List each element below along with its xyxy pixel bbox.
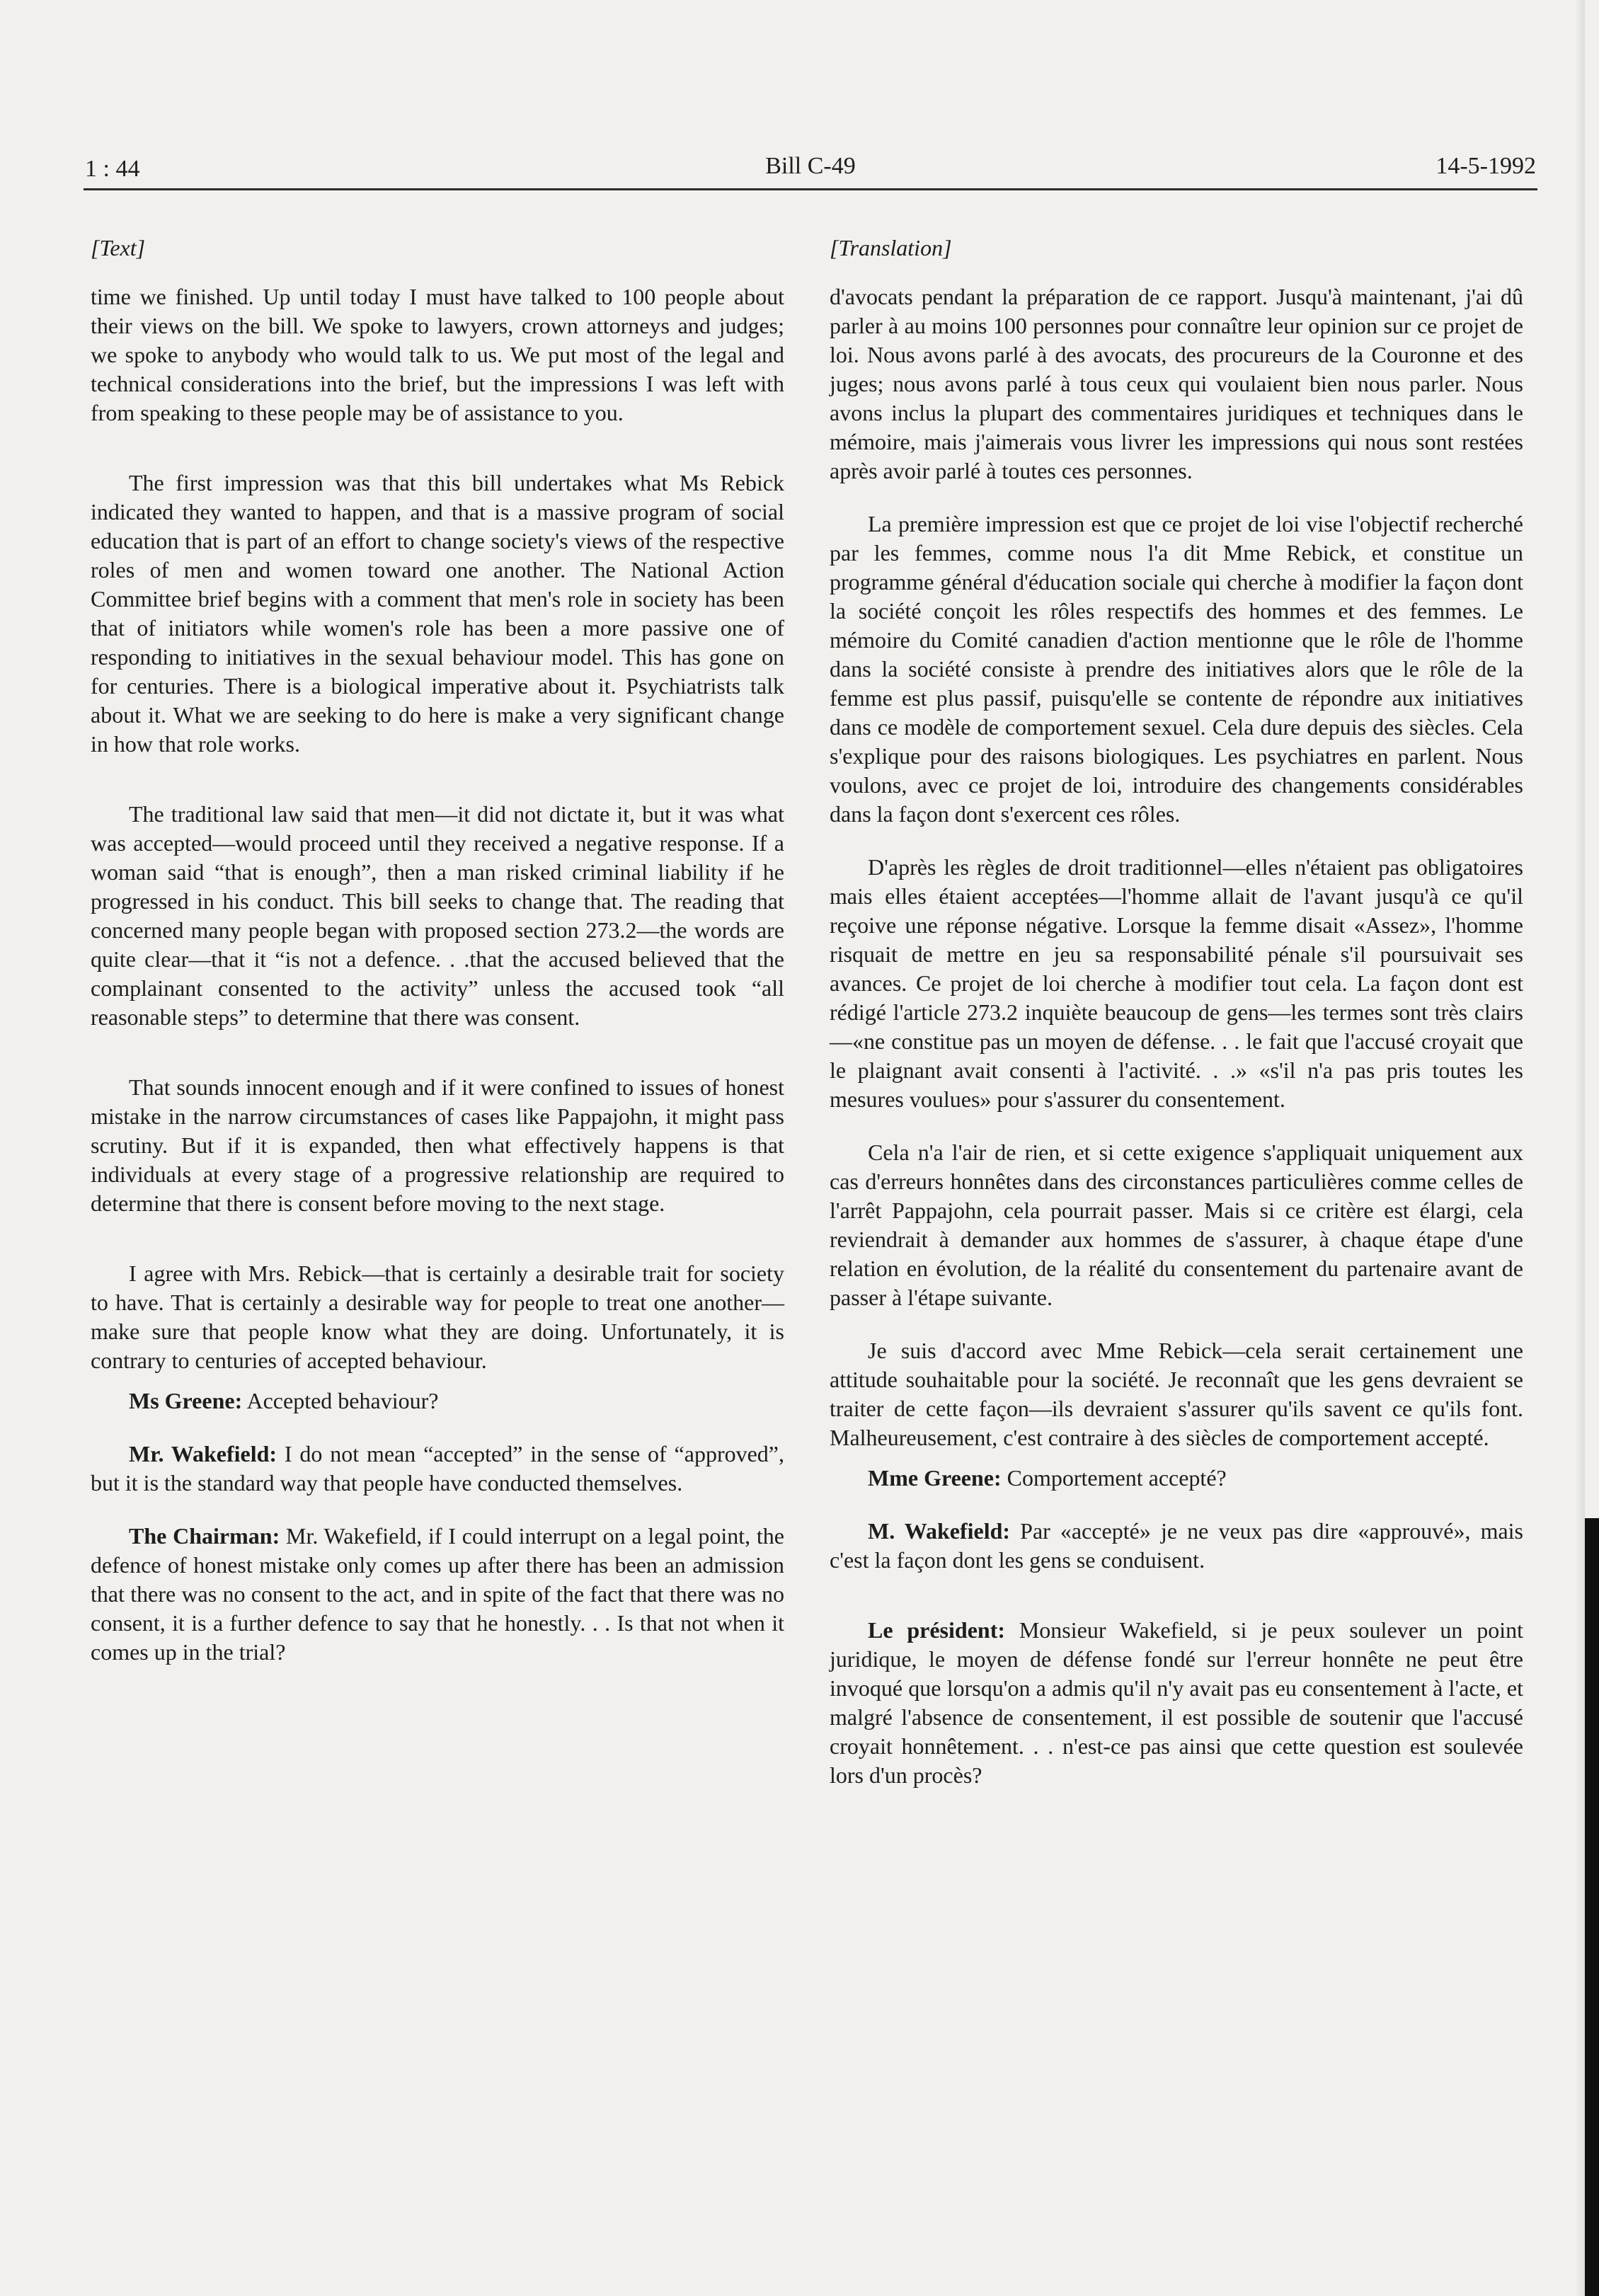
french-column	[830, 234, 1523, 1790]
speaker-paragraph	[830, 1616, 1523, 1790]
page-number: 1 : 44	[85, 156, 140, 182]
scan-edge-bar	[1585, 1518, 1599, 2296]
speech-text: Accepted behaviour?	[242, 1388, 439, 1413]
paragraph: Cela n'a l'air de rien, et si cette exigence s'appliquait uniquement aux cas d'erreurs honnêtes dans des circonstances particulières comme celles de l'arrêt Pappajohn, cela pourrait passer. Mais si ce critère est élargi, cela reviendrait à demander aux hommes de s'assurer, à chaque étape d'une relation en évolution, de la réalité du consentement du partenaire avant de passer à l'étape suivante.	[830, 1140, 1523, 1310]
column-label-text: [Text]	[91, 235, 146, 260]
page-header	[85, 147, 1536, 191]
paragraph: d'avocats pendant la préparation de ce rapport. Jusqu'à maintenant, j'ai dû parler à au moins 100 personnes pour connaître leur opinion sur ce projet de loi. Nous avons parlé à des avocats, des procureurs de la Couronne et des juges; nous avons parlé à tous ceux qui voulaient bien nous parler. Nous avons inclus la plupart des commentaires juridiques et techniques dans le mémoire, mais j'aimerais vous livrer les impressions qui nous sont restées après avoir parlé à toutes ces personnes.	[830, 284, 1523, 483]
speech-text: Par «accepté» je ne veux pas dire «approuvé», mais c'est la façon dont les gens se conduisent.	[830, 1518, 1524, 1573]
paragraph: D'après les règles de droit traditionnel—elles n'étaient pas obligatoires mais elles étaient acceptées—l'homme allait de l'avant jusqu'à ce qu'il reçoive une réponse négative. Lorsque la femme disait «Assez», l'homme risquait de mettre en jeu sa responsabilité pénale s'il poursuivait ses avances. Ce projet de loi cherche à modifier tout cela. La façon dont est rédigé l'article 273.2 inquiète beaucoup de gens—les termes sont très clairs—«ne constitue pas un moyen de défense. . . le fait que l'accusé croyait que le plaignant avait consenti à l'activité. . .» «s'il n'a pas pris toutes les mesures voulues» pour s'assurer du consentement.	[830, 854, 1523, 1112]
speaker-name: Mr. Wakefield:	[129, 1441, 277, 1466]
speaker-name: Mme Greene:	[868, 1465, 1002, 1491]
header-rule	[84, 188, 1537, 190]
speaker-name: Ms Greene:	[129, 1388, 243, 1413]
speaker-paragraph	[91, 1522, 784, 1667]
paragraph: That sounds innocent enough and if it were confined to issues of honest mistake in the narrow circumstances of cases like Pappajohn, it might pass scrutiny. But if it is expanded, then what effectively happens is that individuals at every stage of a progressive relationship are required to determine that there is consent before moving to the next stage.	[91, 1074, 784, 1216]
paragraph: The first impression was that this bill undertakes what Ms Rebick indicated they wanted to happen, and that is a massive program of social education that is part of an effort to change society's views of the respective roles of men and women toward one another. The National Action Committee brief begins with a comment that men's role in society has been that of initiators while women's role has been a more passive one of responding to initiatives in the sexual behaviour model. This has gone on for centuries. There is a biological imperative about it. Psychiatrists talk about it. What we are seeking to do here is make a very significant change in how that role works.	[91, 470, 784, 757]
paragraph: Je suis d'accord avec Mme Rebick—cela serait certainement une attitude souhaitable pour la société. Je reconnaît que les gens devraient se traiter de cette façon—ils devraient s'assurer qu'ils savent ce qu'ils font. Malheureusement, c'est contraire à des siècles de comportement accepté.	[830, 1338, 1523, 1450]
speaker-name: M. Wakefield:	[868, 1518, 1011, 1544]
speech-text: I do not mean “accepted” in the sense of “approved”, but it is the standard way that people have conducted themselves.	[91, 1441, 785, 1496]
paragraph: La première impression est que ce projet de loi vise l'objectif recherché par les femmes, comme nous l'a dit Mme Rebick, et constitue un programme général d'éducation sociale qui cherche à modifier la façon dont la société conçoit les rôles respectifs des hommes et des femmes. Le mémoire du Comité canadien d'action mentionne que le rôle de l'homme dans la société consiste à prendre des initiatives alors que le rôle de la femme est plus passif, puisqu'elle se contente de répondre aux initiatives dans ce modèle de comportement sexuel. Cela dure depuis des siècles. Cela s'explique pour des raisons biologiques. Les psychiatres en parlent. Nous voulons, avec ce projet de loi, introduire des changements considérables dans la façon dont s'exercent ces rôles.	[830, 511, 1523, 827]
speaker-name: The Chairman:	[129, 1523, 280, 1549]
page-date: 14-5-1992	[1435, 153, 1536, 179]
speaker-paragraph	[91, 1387, 784, 1416]
english-column	[91, 234, 784, 1667]
speech-text: Mr. Wakefield, if I could interrupt on a legal point, the defence of honest mistake only comes up after there has been an admission that there was no consent to the act, and in spite of the fact that there was no consent, it is a further defence to say that he honestly. . . Is that not when it comes up in the trial?	[91, 1523, 785, 1665]
speech-text: Monsieur Wakefield, si je peux soulever un point juridique, le moyen de défense fondé sur l'erreur honnête ne peut être invoqué que lorsqu'on a admis qu'il n'y avait pas eu consentement à l'acte, et malgré l'absence de consentement, il est possible de soutenir que l'accusé croyait honnêtement. . . n'est-ce pas ainsi que cette question est soulevée lors d'un procès?	[830, 1617, 1524, 1788]
paragraph: time we finished. Up until today I must have talked to 100 people about their views on the bill. We spoke to lawyers, crown attorneys and judges; we spoke to anybody who would talk to us. We put most of the legal and technical considerations into the brief, but the impressions I was left with from speaking to these people may be of assistance to you.	[91, 284, 784, 425]
speech-text: Comportement accepté?	[1001, 1465, 1227, 1491]
page-edge-shadow	[1575, 0, 1585, 2296]
paragraph: The traditional law said that men—it did not dictate it, but it was what was accepted—would proceed until they received a negative response. If a woman said “that is enough”, then a man risked criminal liability if he progressed in his conduct. This bill seeks to change that. The reading that concerned many people began with proposed section 273.2—the words are quite clear—that it “is not a defence. . .that the accused believed that the complainant consented to the activity” unless the accused took “all reasonable steps” to determine that there was consent.	[91, 801, 784, 1030]
bill-title: Bill C-49	[765, 153, 856, 179]
speaker-name: Le président:	[868, 1617, 1006, 1643]
speaker-paragraph	[91, 1440, 784, 1498]
speaker-paragraph	[830, 1517, 1523, 1575]
paragraph: I agree with Mrs. Rebick—that is certainly a desirable trait for society to have. That is certainly a desirable way for people to treat one another—make sure that people know what they are doing. Unfortunately, it is contrary to centuries of accepted behaviour.	[91, 1261, 784, 1373]
speaker-paragraph	[830, 1464, 1523, 1493]
column-label-translation: [Translation]	[830, 235, 952, 260]
